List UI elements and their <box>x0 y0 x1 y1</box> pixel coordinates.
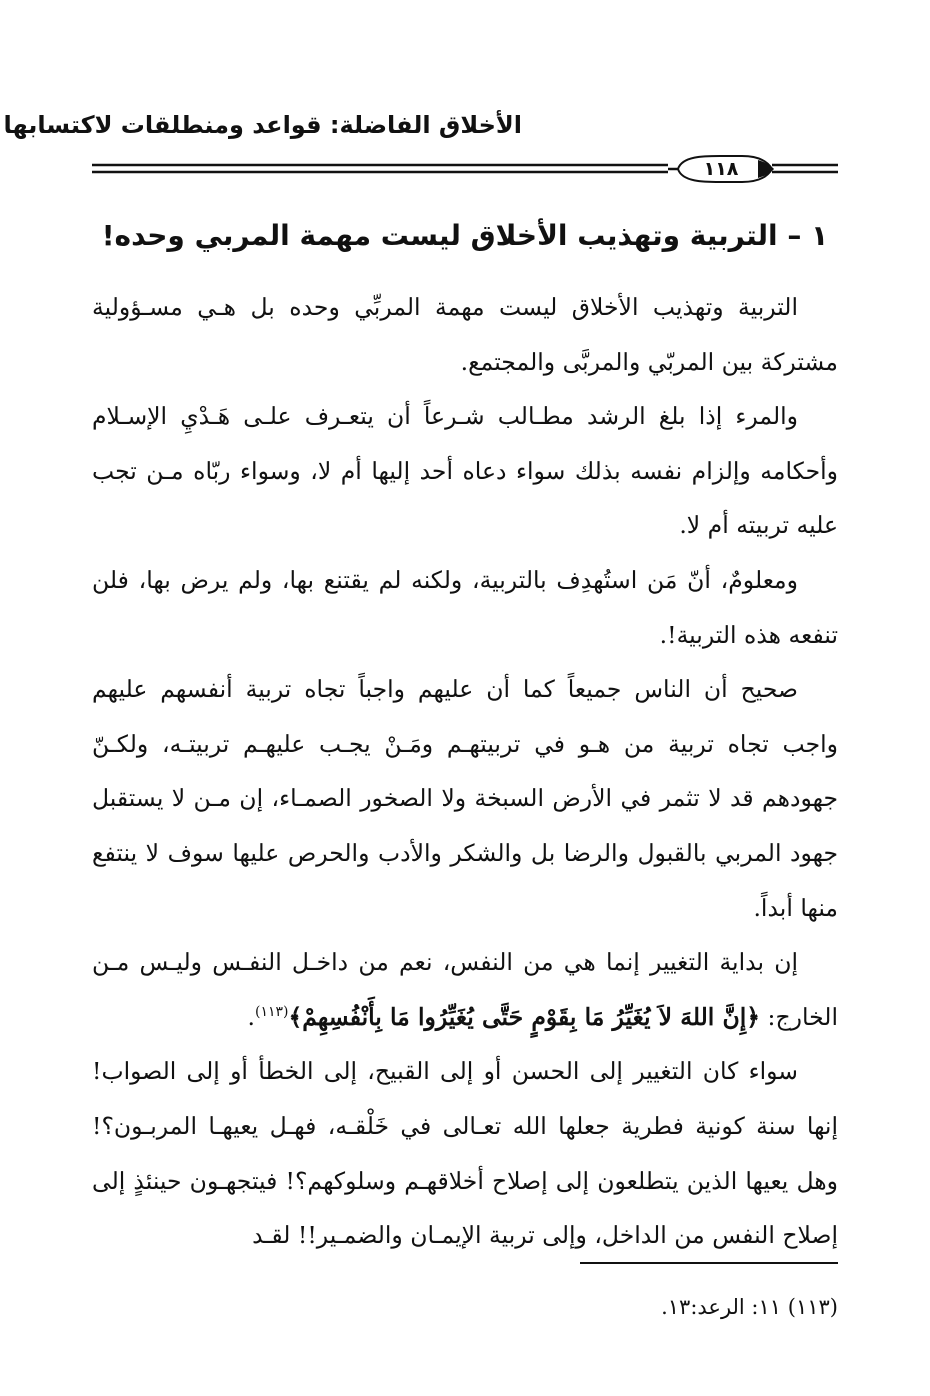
paragraph: سواء كان التغيير إلى الحسن أو إلى القبيح، إلى الخطأ أو إلى الصواب! إنها سنة كونية فطرية جعلها الله تعـالى في خَلْقـه، فهـل يعيهـا المربـون؟! وهل يعيها الذين يتطلعون إلى إصلاح أخلاقهـم وسلوكهم؟! فيتجهـون حينئذٍ إلى إصلاح النفس من الداخل، وإلى تربية الإيمـان والضمـير!! لقـد <box>92 1057 838 1250</box>
page-number: ١١٨ <box>703 158 739 180</box>
footnote-reference: (١١٣) <box>255 1003 289 1020</box>
quran-paragraph <box>92 935 838 1044</box>
paragraph: ومعلومٌ، أنّ مَن استُهدِف بالتربية، ولكنه لم يقتنع بها، ولم يرض بها، فلن تنفعه هذه التربية!. <box>92 565 838 649</box>
footnote: (١١٣) ١١: الرعد:١٣. <box>661 1295 838 1319</box>
paragraph: التربية وتهذيب الأخلاق ليست مهمة المربِّي وحده بل هـي مسـؤولية مشتركة بين المربّي والمربَّى والمجتمع. <box>92 293 838 376</box>
body-text <box>92 280 838 1263</box>
quran-verse: ﴿إِنَّ اللهَ لاَ يُغَيِّرُ مَا بِقَوْمٍ حَتَّى يُغَيِّرُوا مَا بِأَنْفُسِهِمْ﴾ <box>288 1002 761 1031</box>
section-heading: ١ – التربية وتهذيب الأخلاق ليست مهمة المربي وحده! <box>101 219 829 252</box>
paragraph: والمرء إذا بلغ الرشد مطـالب شـرعاً أن يتعـرف علـى هَـدْيِ الإسـلام وأحكامه وإلزام نفسه بذلك سواء دعاه أحد إليها أم لا، وسواء ربّاه مـن تجب عليه تربيته أم لا. <box>92 402 838 540</box>
running-title: الأخلاق الفاضلة: قواعد ومنطلقات لاكتسابها <box>3 111 522 139</box>
quran-intro-text: إن بداية التغيير إنما هي من النفس، نعم من داخـل النفـس وليـس مـن الخارج: <box>92 948 838 1031</box>
paragraph: صحيح أن الناس جميعاً كما أن عليهم واجباً تجاه تربية أنفسهم عليهم واجب تجاه تربية من هـو في تربيتهـم ومَـنْ يجـب عليهـم تربيتـه، ولكـنّ جهودهم قد لا تثمر في الأرض السبخة ولا الصخور الصمـاء، إن مـن لا يستقبل جهود المربي بالقبول والرضا بل والشكر والأدب والحرص عليها سوف لا ينتفع منها أبداً. <box>92 675 838 922</box>
footnote-separator <box>580 1262 838 1264</box>
quran-end-punctuation: . <box>247 1002 255 1031</box>
